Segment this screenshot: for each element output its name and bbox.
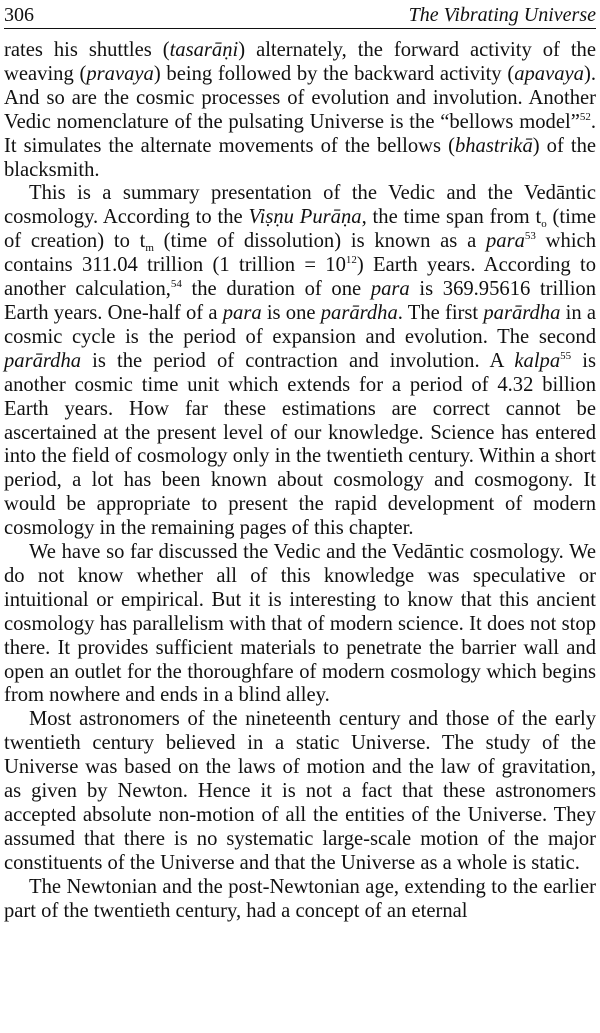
paragraph-ancient-cosmology: We have so far discussed the Vedic and the Vedāntic cosmology. We do not know whether all of this knowledge was speculative or intuitional or empirical. But it is interesting to know that this ancient cosmology has parallelism with that of modern science. It does not stop there. It provides sufficient materials to penetrate the barrier wall and open an outlet for the thoroughfare of modern cosmology which begins from nowhere and ends in a blind alley.	[4, 541, 596, 707]
running-head	[4, 0, 596, 29]
paragraph-newtonian-age: The Newtonian and the post-Newtonian age, extending to the earlier part of the twentieth century, had a concept of an eternal	[4, 875, 596, 922]
paragraph-static-universe: Most astronomers of the nineteenth century and those of the early twentieth century believed in a static Universe. The study of the Universe was based on the laws of motion and the law of gravitation, as given by Newton. Hence it is not a fact that these astronomers accepted absolute non-motion of all the entities of the Universe. They assumed that there is no systematic large-scale motion of the major constituents of the Universe and that the Universe as a whole is static.	[4, 708, 596, 874]
page-number: 306	[4, 4, 34, 26]
footnote-ref-52: 52	[579, 110, 591, 123]
footnote-ref-55: 55	[560, 349, 572, 362]
paragraph-bellows-model: rates his shuttles (tasarāṇi) alternately, the forward activity of the weaving (pravaya) being followed by the backward activity (apavaya). And so are the cosmic processes of evolution and involution. Another Vedic nomenclature of the pulsating Universe is the “bellows model”$^{52}$. It simulates the alternate movements of the bellows (bhastrikā) of the blacksmith.	[4, 39, 597, 181]
running-title: The Vibrating Universe	[408, 4, 596, 26]
footnote-ref-53: 53	[524, 230, 536, 243]
paragraph-vedic-time-units: This is a summary presentation of the Vedic and the Vedāntic cosmology. According to the Viṣṇu Purāṇa, the time span from $t_o$ (time of creation) to $t_m$ (time of dissolution) is known as a para$^{53}$ which contains 311.04 trillion (1 trillion = $10^{12}$) Earth years. According to another calculation,$^{54}$ the duration of one para is 369.95616 trillion Earth years. One-half of a para is one parārdha. The first parārdha in a cosmic cycle is the period of expansion and evolution. The second parārdha is the period of contraction and involution. A kalpa$^{55}$ is another cosmic time unit which extends for a period of 4.32 billion Earth years. How far these estimations are correct cannot be ascertained at the present level of our knowledge. Science has entered into the field of cosmology only in the twentieth century. Within a short period, a lot has been known about cosmology and cosmogony. It would be appropriate to present the rapid development of modern cosmology in the remaining pages of this chapter.	[4, 182, 597, 540]
footnote-ref-54: 54	[170, 278, 182, 291]
